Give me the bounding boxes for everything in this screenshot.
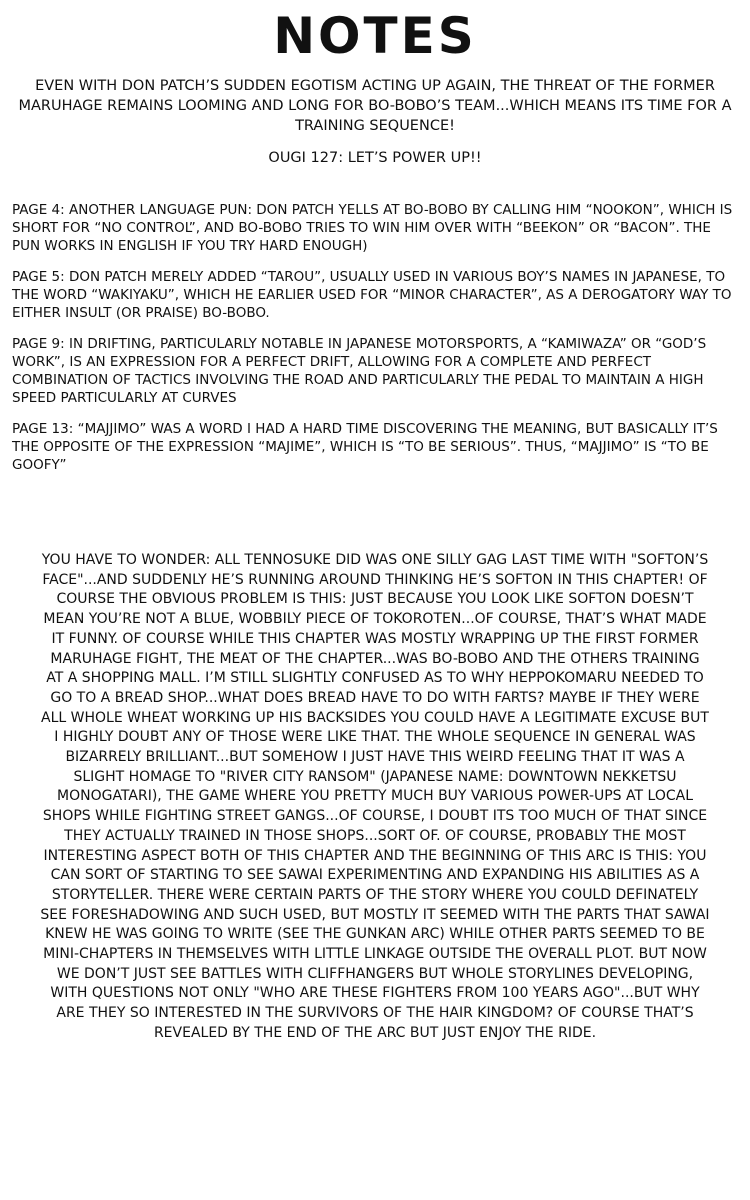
- page-title: NOTES: [273, 7, 477, 65]
- chapter-heading: OUGI 127: LET’S POWER UP!!: [268, 150, 482, 166]
- note-page-13: PAGE 13: “MAJJIMO” WAS A WORD I HAD A HARD TIME DISCOVERING THE MEANING, BUT BASICALLY IT’S THE OPPOSITE OF THE EXPRESSION “MAJIME”, WHICH IS “TO BE SERIOUS”. THUS, “MAJJIMO” IS “TO BE GOOFY”: [12, 421, 718, 473]
- note-page-9: PAGE 9: IN DRIFTING, PARTICULARLY NOTABLE IN JAPANESE MOTORSPORTS, A “KAMIWAZA” OR “GOD’S WORK”, IS AN EXPRESSION FOR A PERFECT DRIFT, ALLOWING FOR A COMPLETE AND PERFECT COMBINATION OF TACTICS INVOLVING THE ROAD AND PARTICULARLY THE PEDAL TO MAINTAIN A HIGH SPEED PARTICULARLY AT CURVES: [12, 336, 707, 406]
- note-page-4: PAGE 4: ANOTHER LANGUAGE PUN: DON PATCH YELLS AT BO-BOBO BY CALLING HIM “NOOKON”, WHICH IS SHORT FOR “NO CONTROL”, AND BO-BOBO TRIES TO WIN HIM OVER WITH “BEEKON” OR “BACON”. THE PUN WORKS IN ENGLISH IF YOU TRY HARD ENOUGH): [12, 202, 733, 254]
- commentary-paragraph: YOU HAVE TO WONDER: ALL TENNOSUKE DID WAS ONE SILLY GAG LAST TIME WITH "SOFTON’S FACE"...AND SUDDENLY HE’S RUNNING AROUND THINKING HE’S SOFTON IN THIS CHAPTER! OF COURSE THE OBVIOUS PROBLEM IS THIS: JUST BECAUSE YOU LOOK LIKE SOFTON DOESN’T MEAN YOU’RE NOT A BLUE, WOBBILY PIECE OF TOKOROTEN...OF COURSE, THAT’S WHAT MADE IT FUNNY. OF COURSE WHILE THIS CHAPTER WAS MOSTLY WRAPPING UP THE FIRST FORMER MARUHAGE FIGHT, THE MEAT OF THE CHAPTER...WAS BO-BOBO AND THE OTHERS TRAINING AT A SHOPPING MALL. I’M STILL SLIGHTLY CONFUSED AS TO WHY HEPPOKOMARU NEEDED TO GO TO A BREAD SHOP...WHAT DOES BREAD HAVE TO DO WITH FARTS? MAYBE IF THEY WERE ALL WHOLE WHEAT WORKING UP HIS BACKSIDES YOU COULD HAVE A LEGITIMATE EXCUSE BUT I HIGHLY DOUBT ANY OF THOSE WERE LIKE THAT. THE WHOLE SEQUENCE IN GENERAL WAS BIZARRELY BRILLIANT...BUT SOMEHOW I JUST HAVE THIS WEIRD FEELING THAT IT WAS A SLIGHT HOMAGE TO "RIVER CITY RANSOM" (JAPANESE NAME: DOWNTOWN NEKKETSU MONOGATARI), THE GAME WHERE YOU PRETTY MUCH BUY VARIOUS POWER-UPS AT LOCAL SHOPS WHILE FIGHTING STREET GANGS...OF COURSE, I DOUBT ITS TOO MUCH OF THAT SINCE THEY ACTUALLY TRAINED IN THOSE SHOPS...SORT OF. OF COURSE, PROBABLY THE MOST INTERESTING ASPECT BOTH OF THIS CHAPTER AND THE BEGINNING OF THIS ARC IS THIS: YOU CAN SORT OF STARTING TO SEE SAWAI EXPERIMENTING AND EXPANDING HIS ABILITIES AS A STORYTELLER. THERE WERE CERTAIN PARTS OF THE STORY WHERE YOU COULD DEFINATELY SEE FORESHADOWING AND SUCH USED, BUT MOSTLY IT SEEMED WITH THE PARTS THAT SAWAI KNEW HE WAS GOING TO WRITE (SEE THE GUNKAN ARC) WHILE OTHER PARTS SEEMED TO BE MINI-CHAPTERS IN THEMSELVES WITH LITTLE LINKAGE OUTSIDE THE OVERALL PLOT. BUT NOW WE DON’T JUST SEE BATTLES WITH CLIFFHANGERS BUT WHOLE STORYLINES DEVELOPING, WITH QUESTIONS NOT ONLY "WHO ARE THESE FIGHTERS FROM 100 YEARS AGO"...BUT WHY ARE THEY SO INTERESTED IN THE SURVIVORS OF THE HAIR KINGDOM? OF COURSE THAT’S REVEALED BY THE END OF THE ARC BUT JUST ENJOY THE RIDE.: [40, 552, 710, 1041]
- intro-paragraph: EVEN WITH DON PATCH’S SUDDEN EGOTISM ACTING UP AGAIN, THE THREAT OF THE FORMER MARUHAGE REMAINS LOOMING AND LONG FOR BO-BOBO’S TEAM...WHICH MEANS ITS TIME FOR A TRAINING SEQUENCE!: [18, 78, 732, 134]
- note-page-5: PAGE 5: DON PATCH MERELY ADDED “TAROU”, USUALLY USED IN VARIOUS BOY’S NAMES IN JAPANESE, TO THE WORD “WAKIYAKU”, WHICH HE EARLIER USED FOR “MINOR CHARACTER”, AS A DEROGATORY WAY TO EITHER INSULT (OR PRAISE) BO-BOBO.: [12, 269, 732, 321]
- translation-notes: [12, 201, 738, 487]
